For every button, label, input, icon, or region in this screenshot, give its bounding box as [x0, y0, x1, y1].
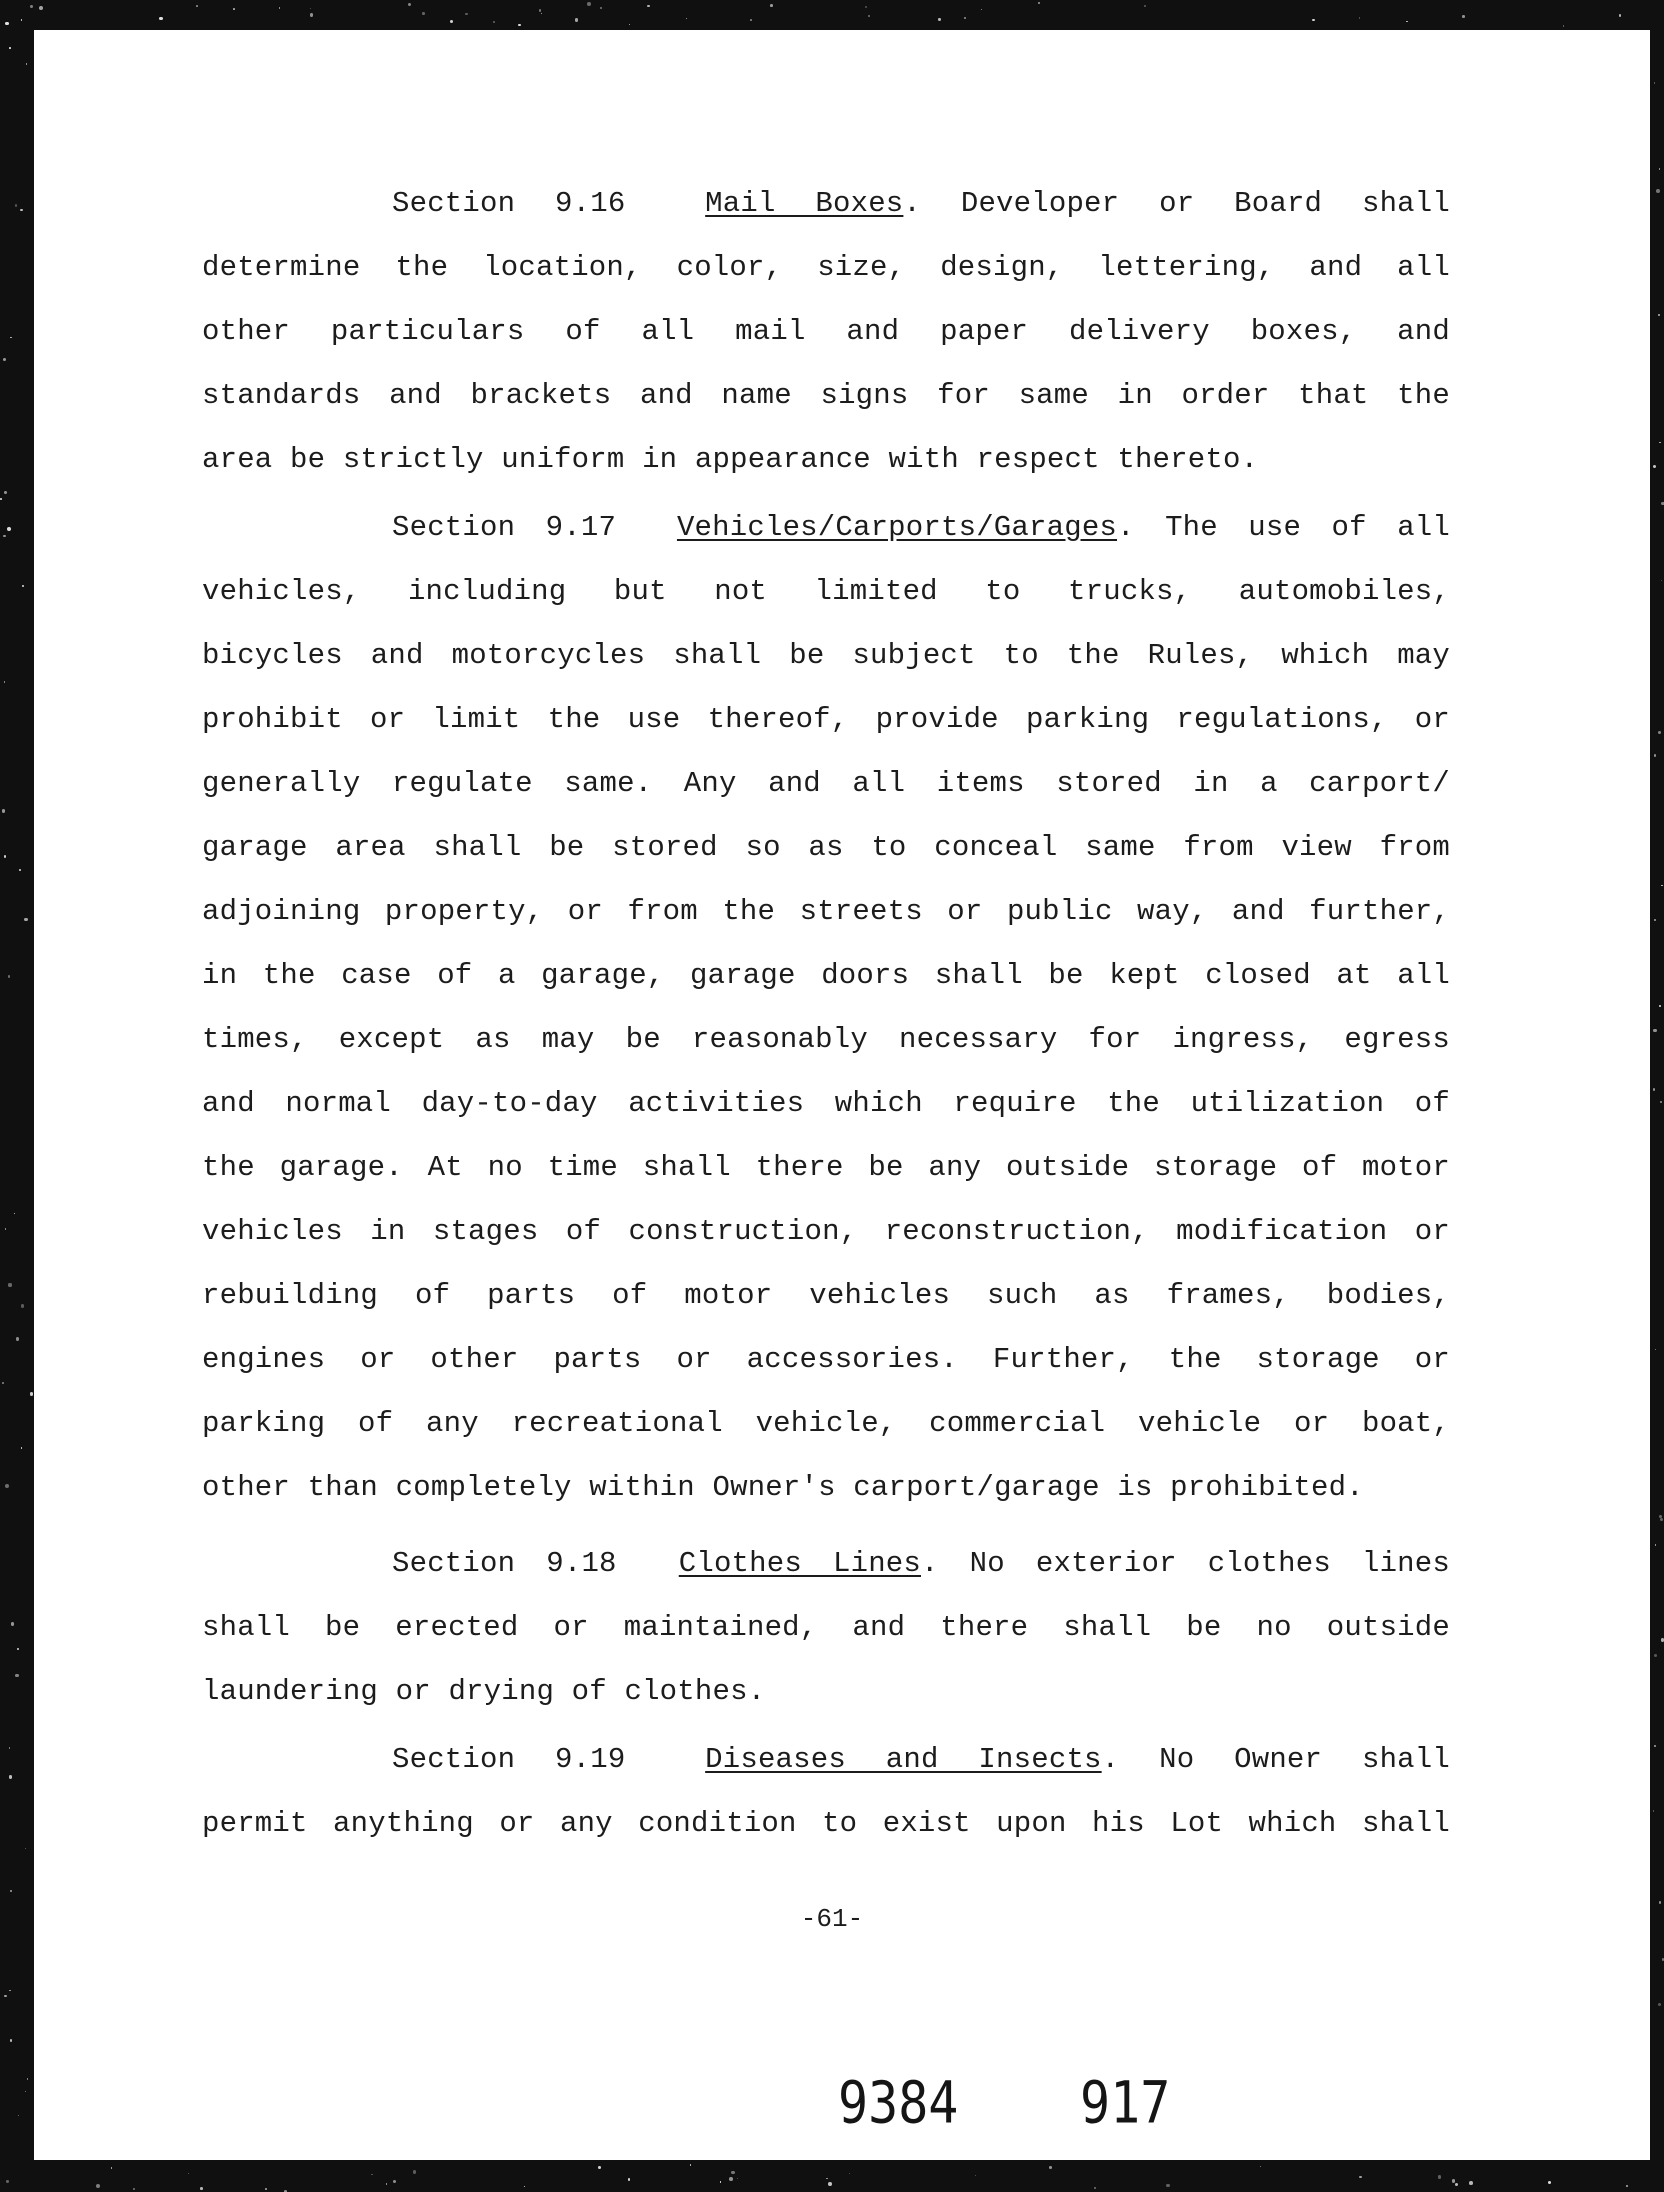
scan-noise-speck — [15, 204, 18, 207]
scan-noise-speck — [30, 1392, 34, 1396]
scan-noise-speck — [1094, 2187, 1096, 2189]
scan-noise-speck — [1654, 1745, 1656, 1747]
scan-noise-speck — [539, 9, 542, 12]
scan-noise-speck — [310, 8, 311, 9]
scan-noise-speck — [1469, 2181, 1473, 2185]
scan-noise-speck — [9, 1747, 11, 1749]
scan-noise-speck — [3, 358, 7, 362]
scan-noise-speck — [1659, 168, 1661, 170]
section-lead-text: . No exterior clothes lines — [921, 1547, 1450, 1580]
scan-noise-speck — [1655, 1349, 1657, 1351]
scan-noise-speck — [826, 2178, 827, 2179]
scan-noise-speck — [8, 975, 10, 977]
scan-noise-speck — [408, 3, 411, 6]
scan-noise-speck — [524, 2186, 525, 2187]
scan-noise-speck — [1658, 314, 1660, 316]
scan-noise-speck — [1658, 731, 1661, 734]
scan-noise-speck — [279, 7, 280, 8]
scan-noise-speck — [39, 6, 43, 10]
section-number: Section 9.16 — [392, 187, 626, 220]
scan-noise-speck — [25, 1848, 26, 1849]
scan-noise-speck — [1653, 1810, 1654, 1811]
scan-noise-speck — [393, 2180, 397, 2184]
text-line: other than completely within Owner's carport/garage is prohibited. — [202, 1471, 1364, 1504]
scan-noise-speck — [975, 2175, 976, 2176]
text-line-section-9-17-heading — [392, 508, 1450, 548]
scan-noise-speck — [422, 12, 425, 15]
document-stamp-number: 9384 — [838, 2069, 959, 2137]
scan-noise-speck — [24, 918, 28, 922]
scan-noise-speck — [11, 1622, 15, 1626]
scan-noise-speck — [450, 20, 453, 23]
scan-noise-speck — [96, 2184, 100, 2188]
section-title: Diseases and Insects — [705, 1743, 1102, 1776]
scan-noise-speck — [1312, 19, 1315, 22]
scan-noise-speck — [1462, 15, 1465, 18]
section-lead-text: . Developer or Board shall — [903, 187, 1450, 220]
scan-noise-speck — [737, 2178, 738, 2179]
section-lead-text: . The use of all — [1117, 511, 1450, 544]
scan-noise-speck — [3, 535, 5, 537]
scan-noise-speck — [600, 7, 602, 9]
scan-noise-speck — [1653, 1088, 1655, 1090]
section-lead-text: . No Owner shall — [1101, 1743, 1450, 1776]
scan-noise-speck — [849, 2173, 851, 2175]
scan-noise-speck — [20, 209, 22, 211]
scan-noise-speck — [1654, 1654, 1657, 1657]
scan-noise-speck — [0, 498, 2, 500]
section-number: Section 9.19 — [392, 1743, 626, 1776]
scan-noise-speck — [310, 13, 314, 17]
scan-noise-speck — [413, 2170, 417, 2174]
text-line: and normal day-to-day activities which require the utilization of — [202, 1087, 1450, 1120]
scan-noise-speck — [17, 1648, 19, 1650]
scan-noise-speck — [265, 2188, 267, 2190]
scan-noise-speck — [587, 2, 591, 6]
scan-noise-speck — [30, 5, 33, 8]
scan-noise-speck — [865, 6, 867, 8]
scan-noise-speck — [4, 855, 7, 858]
scan-noise-speck — [2, 1382, 4, 1384]
scan-noise-speck — [750, 19, 752, 21]
scan-noise-speck — [518, 24, 520, 26]
scan-noise-speck — [1653, 465, 1656, 468]
scan-noise-speck — [598, 2166, 601, 2169]
scan-noise-speck — [188, 2173, 189, 2174]
text-line: bicycles and motorcycles shall be subject to the Rules, which may — [202, 639, 1450, 672]
scan-noise-speck — [21, 1447, 22, 1448]
scan-noise-speck — [1659, 1005, 1661, 1007]
scan-noise-speck — [386, 2183, 388, 2185]
scan-noise-speck — [9, 1990, 11, 1992]
scan-noise-speck — [9, 1775, 12, 1778]
scan-noise-speck — [628, 2178, 631, 2181]
scan-noise-speck — [1144, 5, 1146, 7]
scan-noise-speck — [720, 2181, 721, 2182]
scan-noise-speck — [22, 585, 24, 587]
scan-noise-speck — [21, 19, 22, 20]
scan-noise-speck — [1166, 2184, 1169, 2187]
scan-noise-speck — [1653, 1029, 1656, 1032]
page-number: -61- — [800, 1904, 864, 1934]
scan-noise-speck — [8, 1283, 11, 1286]
scan-noise-speck — [1619, 14, 1621, 16]
text-line: parking of any recreational vehicle, commercial vehicle or boat, — [202, 1407, 1450, 1440]
scan-noise-speck — [541, 13, 542, 14]
scan-noise-speck — [868, 15, 870, 17]
scan-noise-speck — [15, 1674, 19, 1678]
scan-noise-speck — [7, 527, 11, 531]
scan-noise-speck — [575, 18, 578, 21]
scan-noise-speck — [6, 2180, 8, 2182]
scan-noise-speck — [1654, 82, 1656, 84]
scan-noise-speck — [10, 2039, 12, 2041]
text-line: rebuilding of parts of motor vehicles such as frames, bodies, — [202, 1279, 1450, 1312]
scan-noise-speck — [2, 809, 6, 813]
scan-noise-speck — [1359, 2176, 1361, 2178]
scan-noise-speck — [9, 47, 11, 49]
text-line: other particulars of all mail and paper delivery boxes, and — [202, 315, 1450, 348]
text-line-section-9-18-heading — [392, 1544, 1450, 1584]
scan-noise-speck — [690, 2164, 691, 2165]
scan-noise-speck — [1655, 1544, 1657, 1546]
scan-noise-speck — [111, 2167, 113, 2169]
scan-noise-speck — [938, 18, 940, 20]
section-number: Section 9.17 — [392, 511, 617, 544]
scan-noise-speck — [1563, 25, 1565, 27]
scan-noise-speck — [27, 2078, 29, 2080]
scan-noise-speck — [1438, 2175, 1442, 2179]
scan-noise-speck — [686, 18, 687, 19]
scan-noise-speck — [1658, 2003, 1662, 2007]
text-line: prohibit or limit the use thereof, provide parking regulations, or — [202, 703, 1450, 736]
scan-noise-speck — [1455, 2183, 1458, 2186]
scan-noise-speck — [647, 5, 650, 8]
scan-noise-speck — [5, 1228, 7, 1230]
scan-noise-speck — [465, 13, 467, 15]
scan-noise-speck — [200, 2187, 203, 2190]
scan-noise-speck — [1660, 1101, 1662, 1103]
text-line: engines or other parts or accessories. Further, the storage or — [202, 1343, 1450, 1376]
text-line: times, except as may be reasonably necessary for ingress, egress — [202, 1023, 1450, 1056]
scan-noise-speck — [1548, 2181, 1551, 2184]
scan-noise-speck — [196, 5, 198, 7]
scan-noise-speck — [1659, 1901, 1661, 1903]
scan-noise-speck — [1260, 2166, 1261, 2167]
text-line: generally regulate same. Any and all items stored in a carport/ — [202, 767, 1450, 800]
scan-noise-speck — [26, 63, 27, 64]
scan-noise-speck — [1654, 754, 1656, 756]
text-line: in the case of a garage, garage doors shall be kept closed at all — [202, 959, 1450, 992]
scan-noise-speck — [770, 4, 773, 7]
scan-noise-speck — [4, 491, 7, 494]
scan-noise-speck — [1660, 1518, 1663, 1521]
scan-noise-speck — [233, 8, 235, 10]
text-line: shall be erected or maintained, and there shall be no outside — [202, 1611, 1450, 1644]
section-number: Section 9.18 — [392, 1547, 617, 1580]
scan-noise-speck — [4, 1995, 7, 1998]
scan-noise-speck — [1656, 189, 1660, 193]
scan-noise-speck — [1359, 17, 1360, 18]
scan-noise-speck — [1049, 2166, 1052, 2169]
text-line-section-9-16-heading — [392, 184, 1450, 224]
scan-noise-speck — [493, 21, 495, 23]
scan-noise-speck — [1654, 919, 1656, 921]
scan-noise-speck — [629, 24, 630, 25]
text-line: vehicles in stages of construction, reconstruction, modification or — [202, 1215, 1450, 1248]
text-line: permit anything or any condition to exist upon his Lot which shall — [202, 1807, 1450, 1840]
scan-noise-speck — [5, 22, 9, 26]
scan-noise-speck — [981, 9, 982, 10]
scan-noise-speck — [828, 2182, 832, 2186]
scan-noise-speck — [964, 17, 966, 19]
text-line: vehicles, including but not limited to trucks, automobiles, — [202, 575, 1450, 608]
section-title: Vehicles/Carports/Garages — [676, 511, 1118, 544]
text-line: the garage. At no time shall there be any outside storage of motor — [202, 1151, 1450, 1184]
scan-noise-speck — [14, 1213, 15, 1214]
text-line: garage area shall be stored so as to conceal same from view from — [202, 831, 1450, 864]
scan-noise-speck — [4, 681, 6, 683]
text-line: area be strictly uniform in appearance with respect thereto. — [202, 443, 1259, 476]
scan-noise-speck — [159, 17, 163, 21]
text-line: standards and brackets and name signs for same in order that the — [202, 379, 1450, 412]
scan-noise-speck — [10, 337, 12, 339]
section-title: Mail Boxes — [705, 187, 904, 220]
scan-noise-speck — [371, 2174, 372, 2175]
document-stamp-number: 917 — [1080, 2069, 1171, 2137]
scan-noise-speck — [5, 1484, 9, 1488]
section-title: Clothes Lines — [678, 1547, 921, 1580]
scan-noise-speck — [1659, 442, 1661, 444]
scan-noise-speck — [731, 2171, 735, 2175]
text-line-section-9-19-heading — [392, 1740, 1450, 1780]
scan-noise-speck — [729, 2177, 733, 2181]
scan-noise-speck — [1661, 1638, 1664, 1642]
scan-noise-speck — [1661, 885, 1662, 886]
scan-noise-speck — [133, 2188, 135, 2190]
scan-noise-speck — [10, 1890, 12, 1892]
scan-noise-speck — [1626, 2185, 1628, 2187]
text-line: laundering or drying of clothes. — [202, 1675, 766, 1708]
text-line: determine the location, color, size, design, lettering, and all — [202, 251, 1450, 284]
scan-noise-speck — [1038, 2, 1039, 3]
text-line: adjoining property, or from the streets or public way, and further, — [202, 895, 1450, 928]
scan-noise-speck — [19, 869, 21, 871]
scan-noise-speck — [21, 1304, 25, 1308]
scan-noise-speck — [16, 1337, 19, 1340]
scan-noise-speck — [1406, 21, 1407, 22]
scan-noise-speck — [1661, 580, 1662, 581]
scan-noise-speck — [25, 2091, 26, 2092]
scan-noise-speck — [18, 2115, 19, 2116]
